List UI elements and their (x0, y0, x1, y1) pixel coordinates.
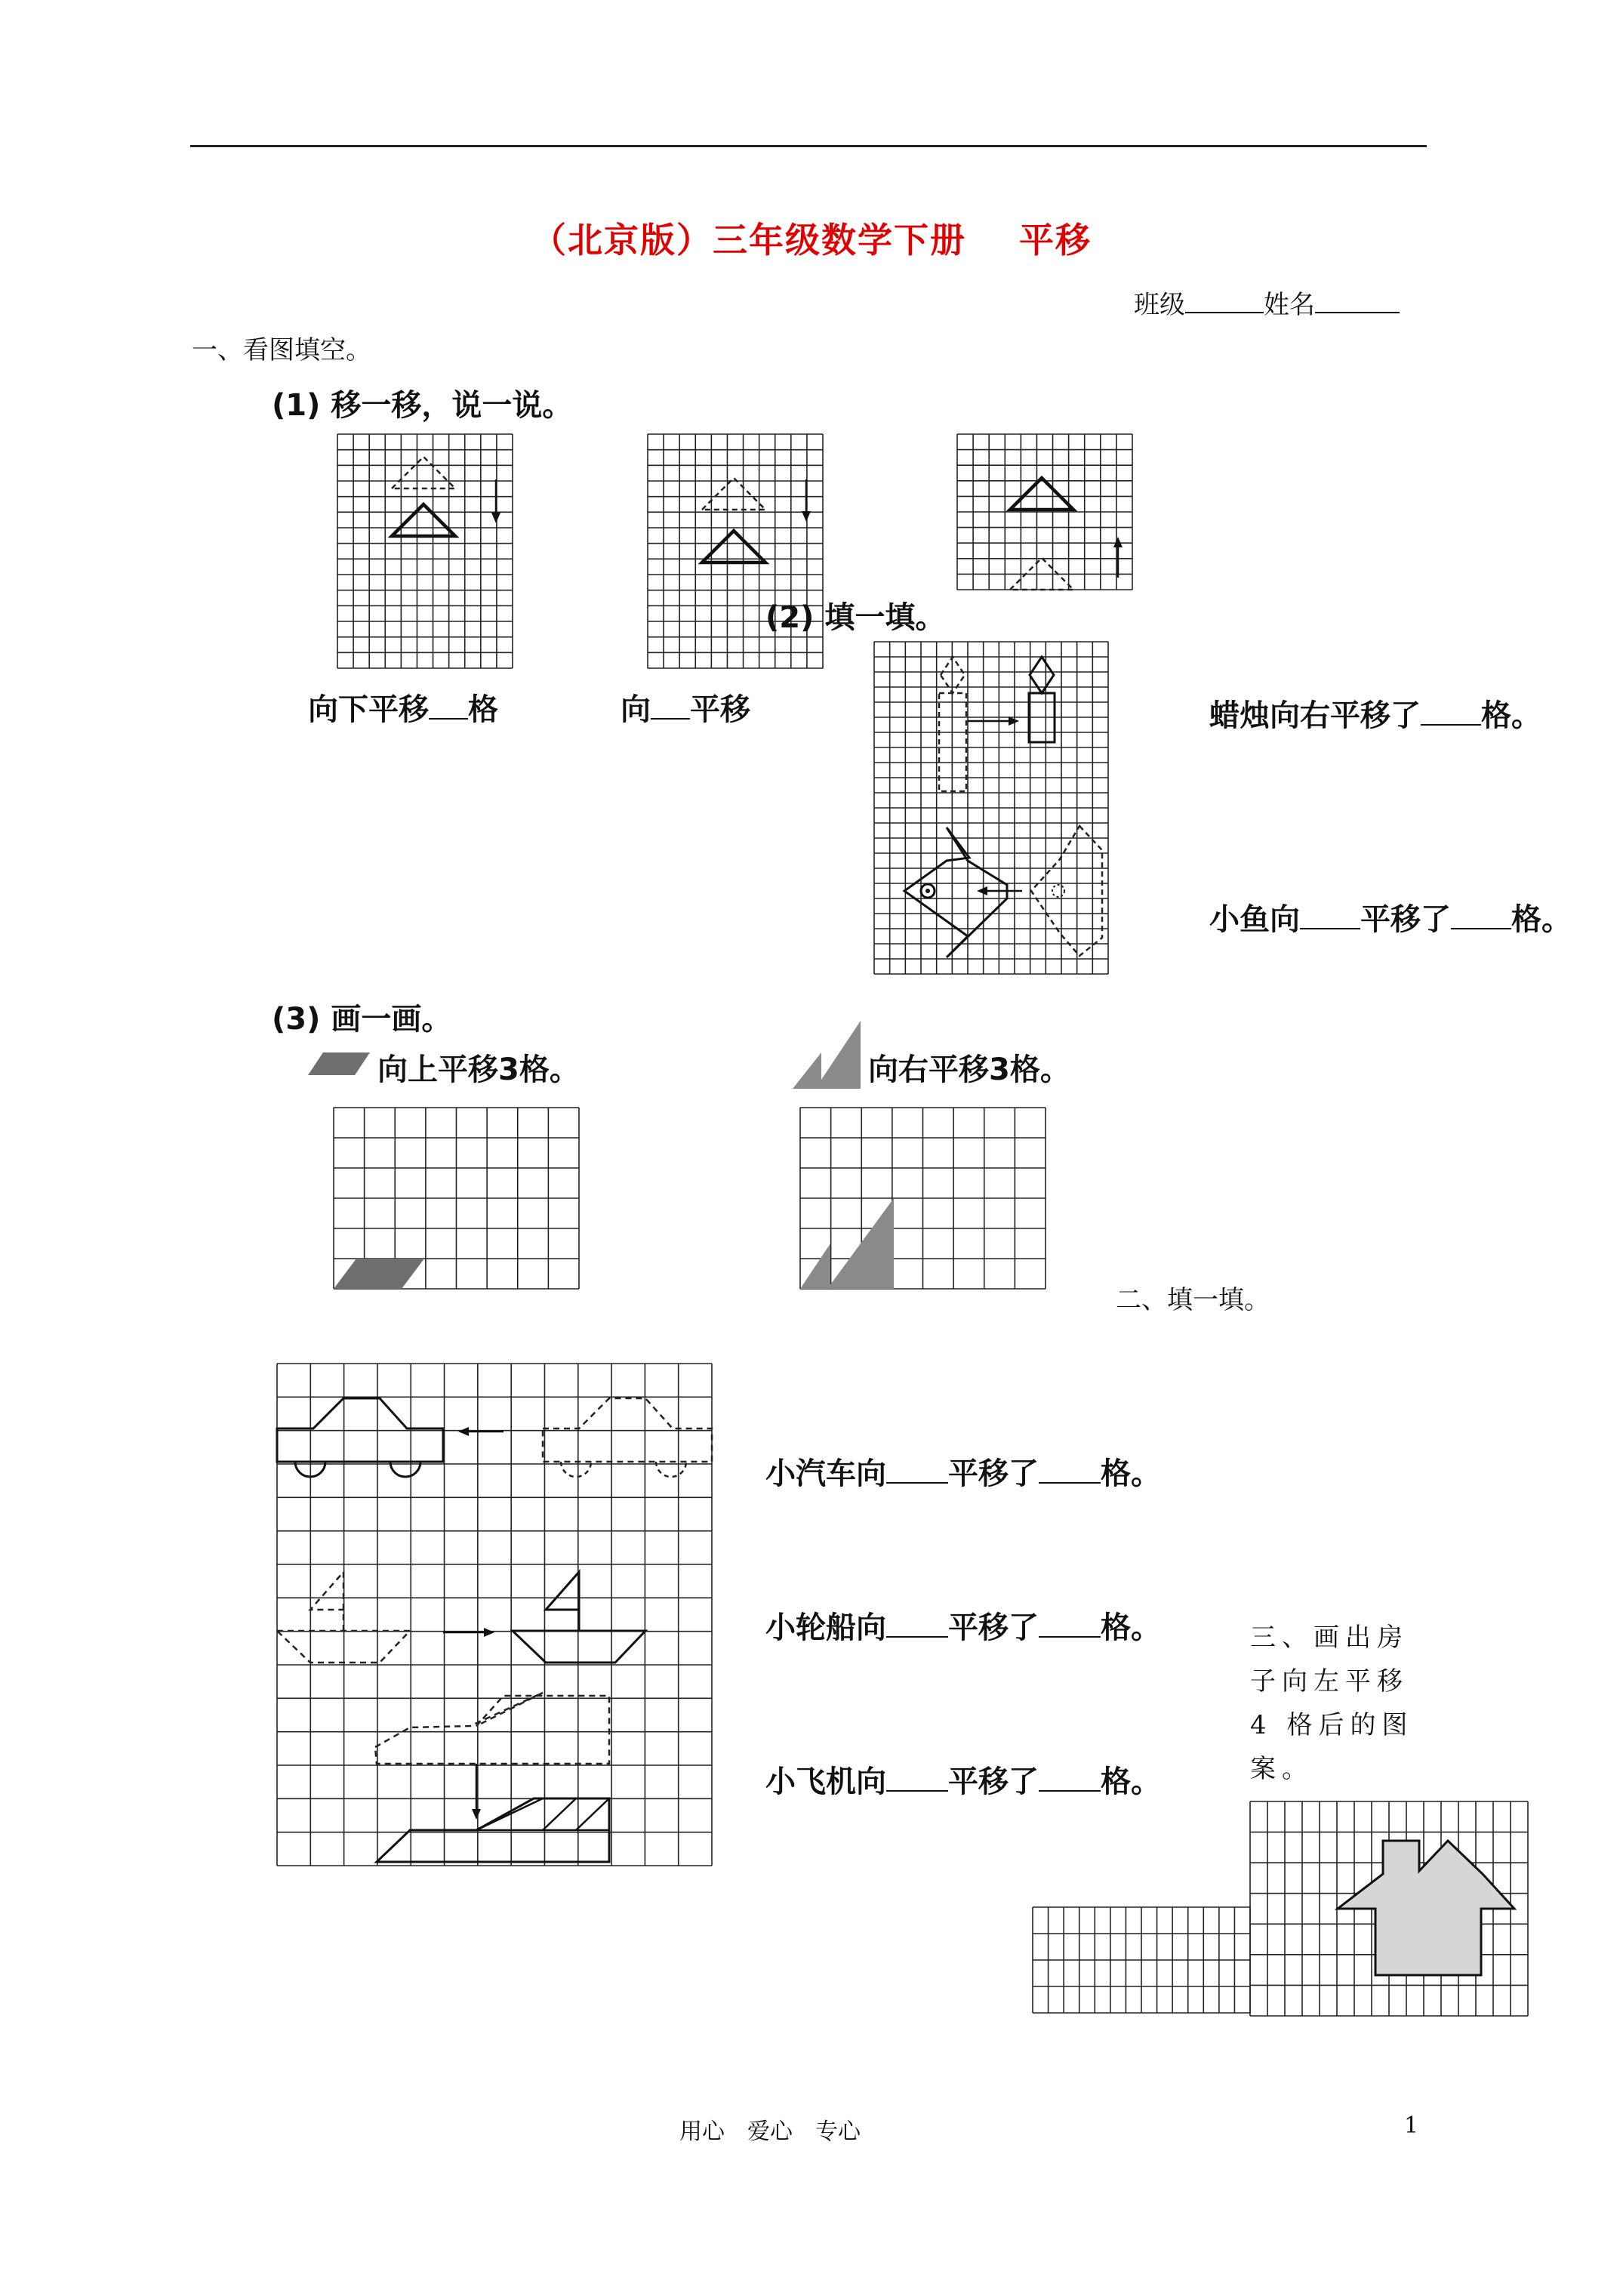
grid-car-boat-plane (277, 1364, 712, 1866)
plane-direction-blank (886, 1789, 948, 1792)
plane-count-blank (1039, 1789, 1101, 1792)
header-rule (190, 145, 1427, 147)
grid-house (1033, 1801, 1528, 2016)
q-boat: 小轮船向 平移了 格。 (765, 1610, 1161, 1645)
section3-text: 三、画出房 子向左平移 4 格后的图 案。 (1250, 1623, 1414, 1784)
section2-heading: 二、填一填。 (1116, 1285, 1270, 1315)
grid-draw-right (800, 1108, 1046, 1289)
q1-move-down: 向下平移 格 (308, 692, 498, 727)
fish-count-blank (1451, 927, 1511, 929)
task-a: 向上平移3格。 (377, 1052, 580, 1087)
boat-count-blank (1039, 1635, 1101, 1638)
q-plane: 小飞机向 平移了 格。 (765, 1764, 1161, 1799)
name-blank (1315, 311, 1400, 313)
class-label: 班级 (1134, 290, 1185, 320)
page-number: 1 (1404, 2113, 1419, 2139)
q2-blank (651, 717, 690, 720)
car-count-blank (1039, 1481, 1101, 1484)
candle-blank (1421, 723, 1481, 726)
name-label: 姓名 (1264, 290, 1315, 320)
grid-draw-up (334, 1108, 579, 1289)
part2-heading: (2) 填一填。 (765, 600, 946, 635)
triangles-icon (793, 1021, 865, 1089)
q-fish: 小鱼向 平移了 格。 (1209, 902, 1572, 937)
grid-move-up (957, 434, 1132, 590)
boat-direction-blank (886, 1635, 948, 1638)
q-candle: 蜡烛向右平移了 格。 (1209, 698, 1541, 733)
q1-blank (429, 717, 468, 720)
title-topic: 平移 (1019, 220, 1092, 260)
task-b: 向右平移3格。 (868, 1052, 1070, 1087)
parallelogram-icon (308, 1052, 370, 1080)
grid-candle-fish (874, 642, 1108, 1004)
page-title (0, 213, 1623, 263)
part1-heading: (1) 移一移，说一说。 (272, 388, 573, 423)
footer-motto: 用心 爱心 专心 (679, 2119, 861, 2145)
q-car: 小汽车向 平移了 格。 (765, 1456, 1161, 1491)
section1-heading: 一、看图填空。 (192, 335, 371, 365)
class-name-line (1134, 284, 1400, 321)
title-main: （北京版）三年级数学下册 (531, 220, 966, 260)
car-direction-blank (886, 1481, 948, 1484)
part3-heading: (3) 画一画。 (272, 1002, 452, 1037)
class-blank (1185, 311, 1264, 313)
q2-direction: 向 平移 (621, 692, 750, 727)
grid-move-down-1 (337, 434, 513, 668)
fish-direction-blank (1300, 927, 1360, 929)
